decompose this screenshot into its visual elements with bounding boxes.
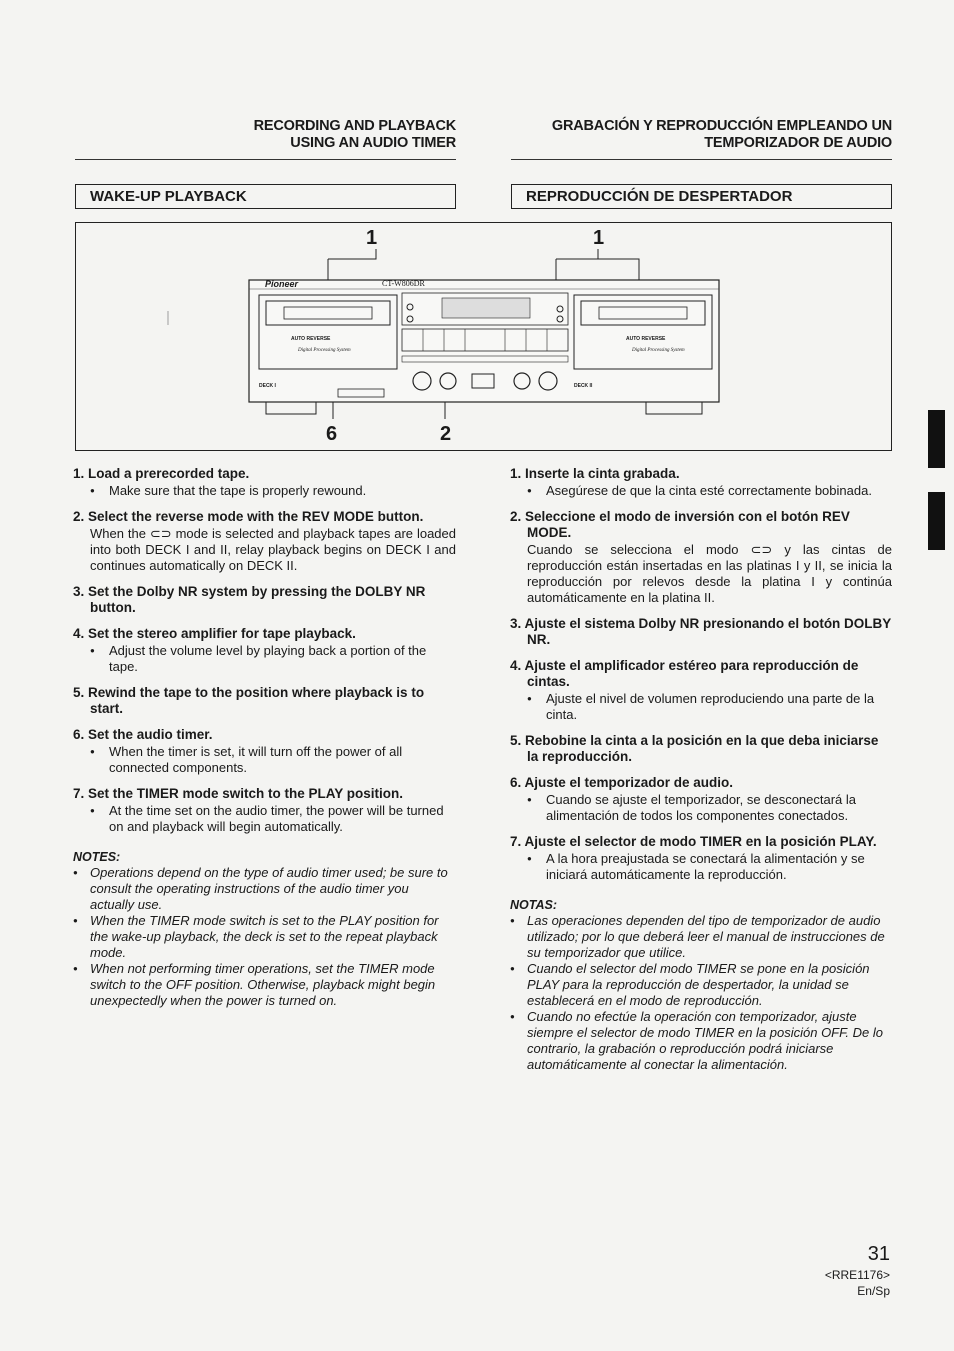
header-divider-es bbox=[511, 159, 892, 160]
es-notes-title: NOTAS: bbox=[510, 898, 557, 912]
en-header-title: RECORDING AND PLAYBACK USING AN AUDIO TIMER bbox=[253, 118, 456, 151]
es-step-7: 7. Ajuste el selector de modo TIMER en la posición PLAY. bbox=[510, 834, 877, 849]
deck2-label: DECK II bbox=[574, 383, 593, 389]
en-step-1: 1. Load a prerecorded tape. bbox=[73, 466, 250, 481]
es-step-3: 3. Ajuste el sistema Dolby NR presionando el botón DOLBY NR. bbox=[510, 616, 892, 647]
model-name: CT-W806DR bbox=[382, 279, 425, 288]
en-note-3: ● When not performing timer operations, set the TIMER mode switch to the OFF position. Otherwise, playback might begin unexpectedly when the power is turned on. bbox=[73, 961, 456, 1009]
callout-6: 6 bbox=[326, 423, 338, 445]
es-step-1-bullet: ● Asegúrese de que la cinta esté correctamente bobinada. bbox=[510, 483, 892, 499]
brand-logo: Pioneer bbox=[265, 279, 299, 289]
es-note-3: ● Cuando no efectúe la operación con temporizador, ajuste siempre el selector de modo TIMER en la posición OFF. De lo contrario, la grabación o reproducción podrá iniciarse automáticamente al conectar la alimentación. bbox=[510, 1009, 892, 1073]
language-code: En/Sp bbox=[857, 1284, 890, 1298]
es-note-1: ● Las operaciones dependen del tipo de temporizador de audio utilizado; por lo que deberá leer el manual de instrucciones de su temporizador que utilice. bbox=[510, 913, 892, 961]
es-section-title: REPRODUCCIÓN DE DESPERTADOR bbox=[511, 184, 892, 209]
es-step-7-bullet: ● A la hora preajustada se conectará la alimentación y se iniciará automáticamente la reproducción. bbox=[510, 851, 892, 883]
dps-right: Digital Processing System bbox=[632, 348, 685, 353]
en-step-2: 2. Select the reverse mode with the REV MODE button. bbox=[73, 509, 424, 524]
es-step-5: 5. Rebobine la cinta a la posición en la que deba iniciarse la reproducción. bbox=[510, 733, 879, 764]
es-note-2: ● Cuando el selector del modo TIMER se pone en la posición PLAY para la reproducción de despertador, la unidad se establecerá en el modo de reproducción. bbox=[510, 961, 892, 1009]
en-step-7: 7. Set the TIMER mode switch to the PLAY position. bbox=[73, 786, 404, 801]
en-note-1: ● Operations depend on the type of audio timer used; be sure to consult the operating instructions of the audio timer you actually use. bbox=[73, 865, 456, 913]
en-step-4: 4. Set the stereo amplifier for tape playback. bbox=[73, 626, 356, 641]
es-step-6: 6. Ajuste el temporizador de audio. bbox=[510, 775, 734, 790]
es-step-6-bullet: ● Cuando se ajuste el temporizador, se desconectará la alimentación de todos los componentes conectados. bbox=[510, 792, 892, 824]
side-tab-lower bbox=[928, 492, 945, 550]
en-section-title: WAKE-UP PLAYBACK bbox=[75, 184, 456, 209]
es-step-4: 4. Ajuste el amplificador estéreo para reproducción de cintas. bbox=[510, 658, 859, 689]
deck-illustration bbox=[76, 223, 893, 452]
en-step-6: 6. Set the audio timer. bbox=[73, 727, 213, 742]
es-step-1: 1. Inserte la cinta grabada. bbox=[510, 466, 680, 481]
en-step-3: 3. Set the Dolby NR system by pressing the DOLBY NR button. bbox=[73, 584, 426, 615]
callout-2: 2 bbox=[440, 423, 452, 445]
dps-left: Digital Processing System bbox=[298, 348, 351, 353]
en-column bbox=[73, 466, 456, 1009]
es-column bbox=[510, 466, 892, 1073]
es-step-2-text: Cuando se selecciona el modo ⊂⊃ y las cintas de reproducción están insertadas en las platinas I y II, se inicia la reproducción por relevos desde la platina I y continúa automáticamente en la platina II. bbox=[527, 542, 892, 605]
es-step-2: 2. Seleccione el modo de inversión con el botón REV MODE. bbox=[510, 509, 850, 540]
page-number: 31 bbox=[867, 1243, 890, 1265]
en-notes-title: NOTES: bbox=[73, 850, 121, 864]
es-header-title: GRABACIÓN Y REPRODUCCIÓN EMPLEANDO UN TEMPORIZADOR DE AUDIO bbox=[551, 118, 892, 151]
side-tab-upper bbox=[928, 410, 945, 468]
en-note-2: ● When the TIMER mode switch is set to the PLAY position for the wake-up playback, the deck is set to the repeat playback mode. bbox=[73, 913, 456, 961]
en-step-4-bullet: ● Adjust the volume level by playing back a portion of the tape. bbox=[73, 643, 456, 675]
callout-1-left: 1 bbox=[366, 227, 378, 249]
header-divider-en bbox=[75, 159, 456, 160]
doc-code: <RRE1176> bbox=[824, 1268, 890, 1282]
en-step-7-bullet: ● At the time set on the audio timer, the power will be turned on and playback will begin automatically. bbox=[73, 803, 456, 835]
en-step-5: 5. Rewind the tape to the position where playback is to start. bbox=[73, 685, 425, 716]
en-step-1-bullet: ● Make sure that the tape is properly rewound. bbox=[73, 483, 456, 499]
cassette-deck-diagram bbox=[75, 222, 892, 451]
deck1-label: DECK I bbox=[259, 383, 276, 389]
en-step-6-bullet: ● When the timer is set, it will turn off the power of all connected components. bbox=[73, 744, 456, 776]
callout-1-right: 1 bbox=[593, 227, 605, 249]
auto-reverse-right: AUTO REVERSE bbox=[626, 336, 666, 342]
auto-reverse-left: AUTO REVERSE bbox=[291, 336, 331, 342]
es-step-4-bullet: ● Ajuste el nivel de volumen reproduciendo una parte de la cinta. bbox=[510, 691, 892, 723]
en-step-2-text: When the ⊂⊃ mode is selected and playback tapes are loaded into both DECK I and II, relay playback begins on DECK I and continues automatically on DECK II. bbox=[90, 526, 456, 573]
